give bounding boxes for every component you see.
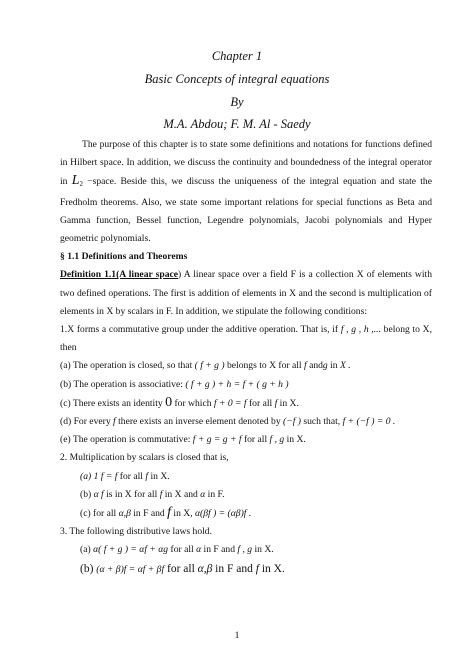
- definition-text: ) A linear space over a field F is a collection X of elements with two defined operations. The first is addition of elements in X and the second is multiplication of elements in X by scalars in F. In addition, we stipulate the following conditions:: [60, 269, 432, 317]
- condition-1d: (d) For every f there exists an inverse element denoted by (−f ) such that, f + (−f ) = 0 .: [60, 416, 396, 428]
- section-heading: § 1.1 Definitions and Theorems: [60, 251, 188, 263]
- definition-title: Definition 1.1(A linear space: [60, 269, 179, 281]
- condition-2c: (c) for all α,β in F and f in X, α(βf ) = (αβ)f .: [80, 505, 252, 521]
- condition-3: 3. The following distributive laws hold.: [60, 526, 212, 538]
- condition-2b: (b) α f is in X for all f in X and α in F.: [80, 488, 225, 500]
- intro-paragraph: [60, 136, 432, 248]
- l2-symbol: $L_2$: [71, 173, 83, 189]
- definition-paragraph: [60, 266, 432, 321]
- page-number: 1: [234, 630, 240, 641]
- condition-2: 2. Multiplication by scalars is closed that is,: [60, 452, 229, 464]
- condition-1a: (a) The operation is closed, so that ( f + g ) belongs to X for all f andg in X .: [60, 360, 351, 372]
- by-label: By: [230, 95, 244, 109]
- condition-1e: (e) The operation is commutative: f + g = g + f for all f , g in X.: [60, 434, 306, 446]
- condition-2a: (a) 1 f = f for all f in X.: [80, 470, 170, 482]
- authors: M.A. Abdou; F. M. Al - Saedy: [163, 117, 311, 131]
- document-body: [60, 136, 432, 579]
- condition-1: 1.X forms a commutative group under the additive operation. That is, if f , g , h ,... belong to X, then: [60, 324, 432, 354]
- chapter-title: Basic Concepts of integral equations: [144, 72, 330, 86]
- condition-1b: (b) The operation is associative: ( f + g ) + h = f + ( g + h ): [60, 378, 289, 390]
- condition-3a: (a) α( f + g ) = αf + αg for all α in F and f , g in X.: [80, 544, 274, 556]
- intro-text-2: −space. Beside this, we discuss the uniqueness of the integral equation and state the Fredholm theorems. Also, we state some important relations for special functions as Beta and Gamma function, Bessel function, Legendre polynomials, Jacobi polynomials and Hyper geometric polynomials.: [60, 176, 432, 245]
- condition-3b: (b) (α + β)f = αf + βf for all α,β in F and f in X.: [80, 562, 285, 575]
- chapter-label: Chapter 1: [211, 49, 263, 63]
- condition-1c: (c) There exists an identity 0 for which f + 0 = f for all f in X.: [60, 394, 299, 410]
- intro-text-1: The purpose of this chapter is to state some definitions and notations for functions defined in Hilbert space. In addition, we discuss the continuity and boundedness of the integral operator in: [60, 139, 432, 188]
